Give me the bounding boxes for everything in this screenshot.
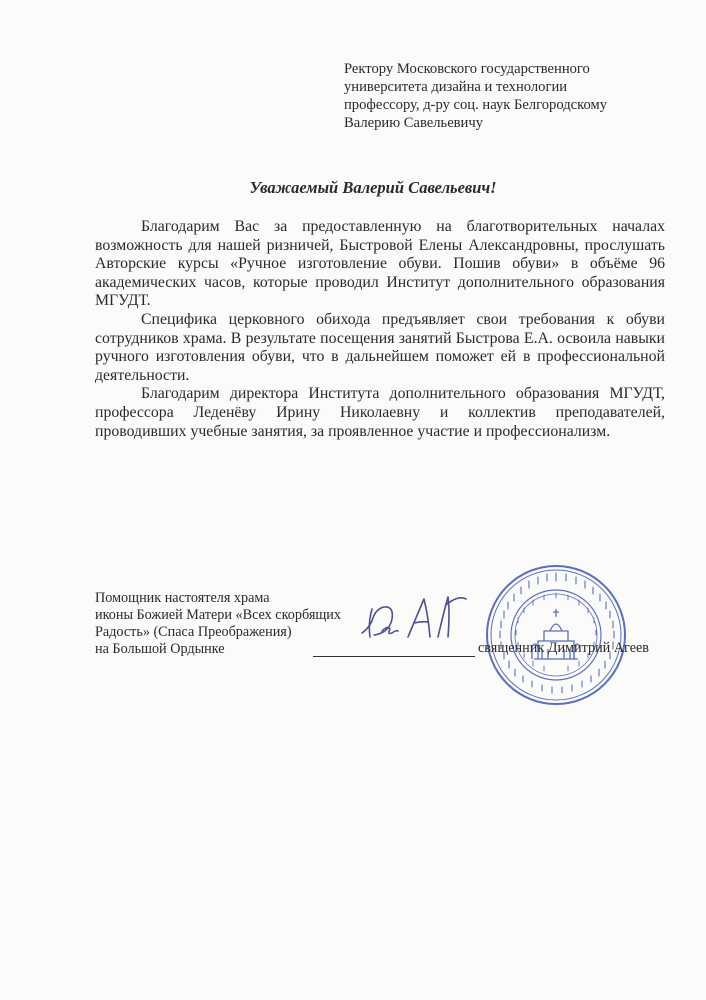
position-line: на Большой Ордынке: [95, 641, 225, 657]
position-line: Радость» (Спаса Преображения): [95, 624, 292, 640]
letter-body: [95, 218, 665, 441]
handwritten-signature: [352, 585, 472, 655]
recipient-line: профессору, д-ру соц. наук Белгородскому: [344, 97, 608, 113]
signature-line: [313, 656, 475, 657]
recipient-line: университета дизайна и технологии: [344, 79, 568, 95]
body-paragraph: Благодарим Вас за предоставленную на благотворительных началах возможность для нашей ризничей, Быстровой Елены Александровны, прослушать Авторские курсы «Ручное изготовление обуви. Пошив обуви» в объёме 96 академических часов, которые проводил Институт дополнительного образования МГУДТ.: [95, 218, 665, 310]
signer-name: священник Димитрий Агеев: [478, 640, 649, 656]
body-paragraph: Благодарим директора Института дополнительного образования МГУДТ, профессора Леденёву Ирину Николаевну и коллектив преподавателей, проводивших учебные занятия, за проявленное участие и профессионализм.: [95, 385, 665, 440]
recipient-block: [344, 60, 674, 132]
salutation: Уважаемый Валерий Савельевич!: [249, 178, 497, 197]
recipient-line: Ректору Московского государственного: [344, 61, 590, 77]
body-paragraph: Специфика церковного обихода предъявляет свои требования к обуви сотрудников храма. В результате посещения занятий Быстрова Е.А. освоила навыки ручного изготовления обуви, что в дальнейшем поможет ей в профессиональной деятельности.: [95, 310, 665, 384]
position-line: иконы Божией Матери «Всех скорбящих: [95, 607, 341, 623]
position-line: Помощник настоятеля храма: [95, 590, 270, 606]
recipient-line: Валерию Савельевичу: [344, 115, 484, 131]
church-seal-stamp: [484, 563, 628, 707]
signer-position: [95, 590, 395, 658]
